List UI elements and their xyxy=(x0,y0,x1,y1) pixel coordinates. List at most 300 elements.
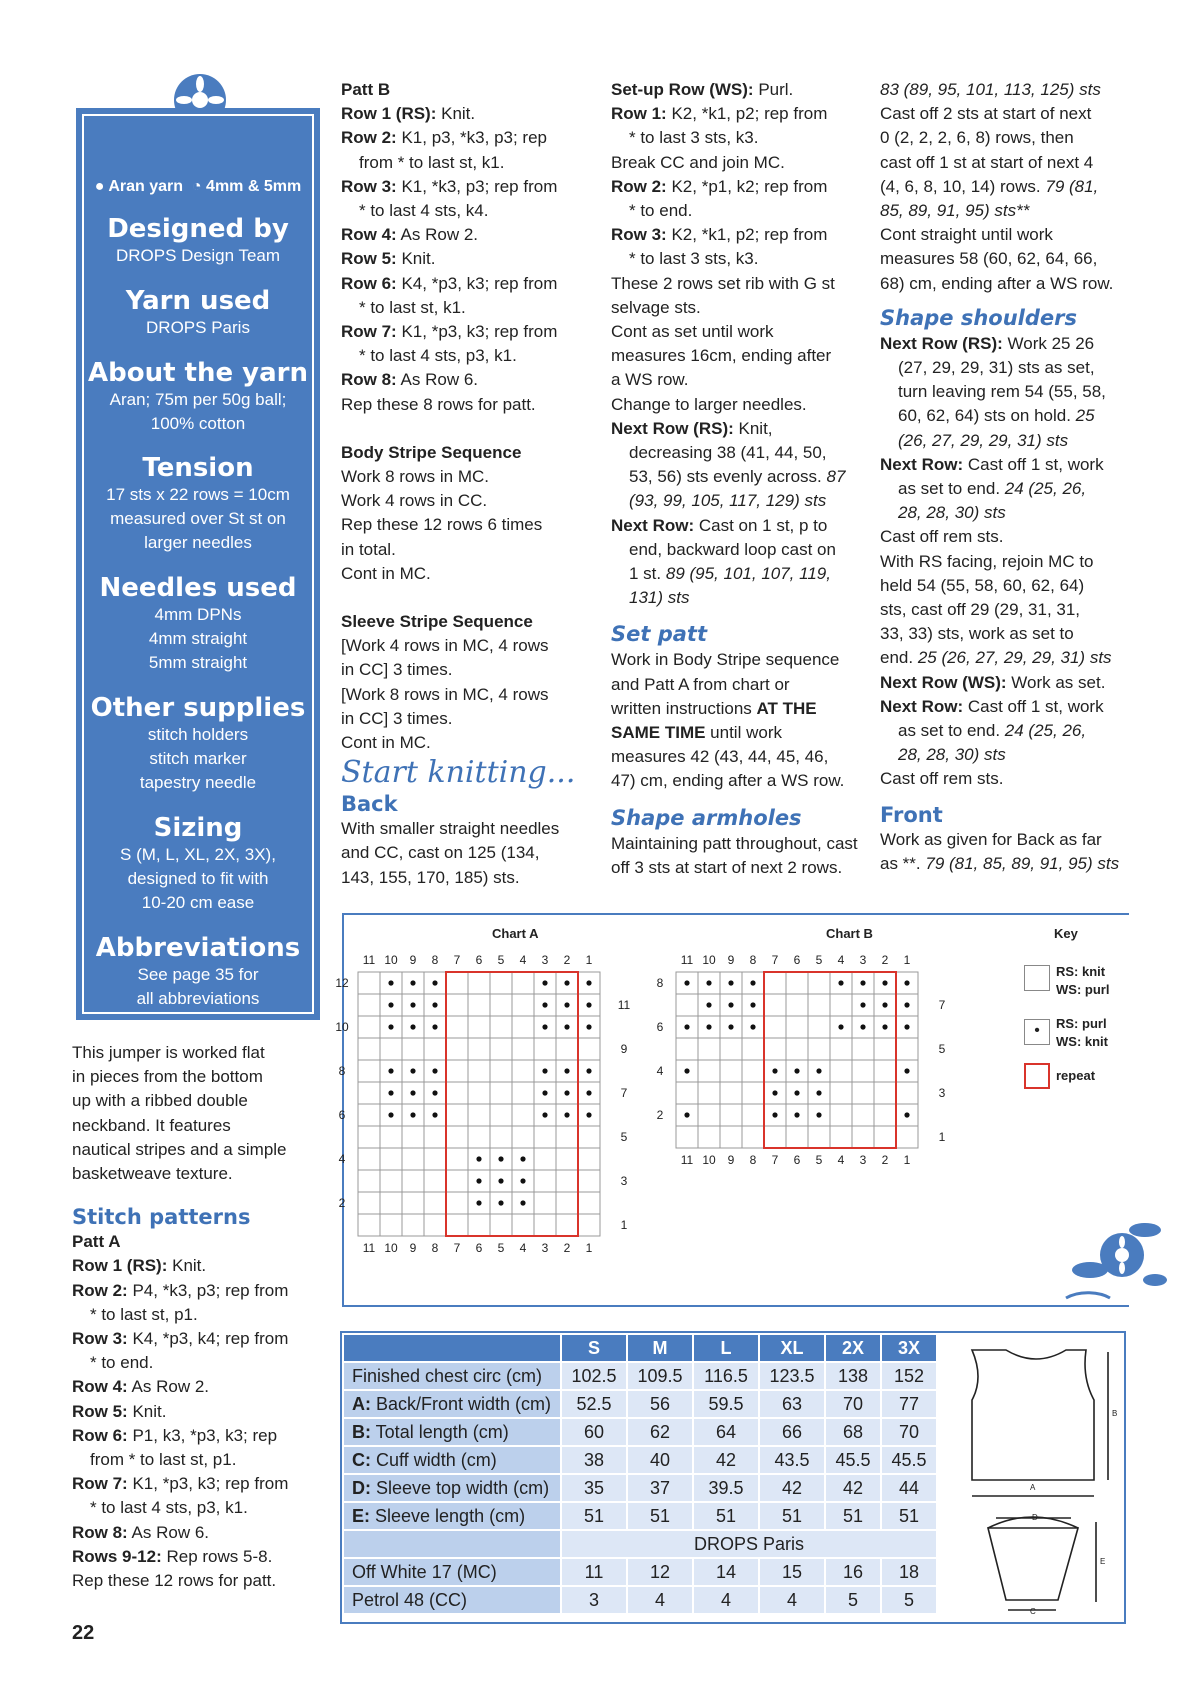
about-yarn-line: Aran; 75m per 50g ball; xyxy=(109,390,287,409)
next-row-cont: decreasing 38 (41, 44, 50, xyxy=(629,443,827,463)
chart-a-cell xyxy=(468,1104,490,1126)
pattern-row-label: Row 8: xyxy=(72,1522,128,1542)
measurement-value: 42 xyxy=(825,1474,881,1502)
yarn-header-blank xyxy=(343,1530,561,1558)
chart-a-purl-dot xyxy=(476,1200,481,1205)
next-row-label: Next Row (WS): xyxy=(880,672,1007,692)
chart-a-cell xyxy=(490,1060,512,1082)
chart-a-column-number: 11 xyxy=(362,953,376,967)
measurement-value: 152 xyxy=(881,1362,937,1390)
chart-a-cell xyxy=(512,1060,534,1082)
measurement-letter: B: xyxy=(352,1421,371,1442)
sleeve-schematic xyxy=(988,1528,1078,1600)
column-three xyxy=(611,78,873,880)
chart-a-column-number: 2 xyxy=(563,1241,571,1255)
chart-b-column-number: 11 xyxy=(680,953,694,967)
chart-a-cell xyxy=(446,1060,468,1082)
key-knit-rs: RS: knit xyxy=(1056,964,1106,979)
pattern-row-label: Row 6: xyxy=(72,1425,128,1445)
chart-b-cell xyxy=(874,1060,896,1082)
pattern-row-cont: * to last 4 sts, k4. xyxy=(359,201,489,221)
chart-a-cell xyxy=(402,1214,424,1236)
chart-a-purl-dot xyxy=(410,980,415,985)
stitch-count: 79 (81, 85, 89, 91, 95) sts xyxy=(925,853,1120,873)
chart-a-cell xyxy=(358,1148,380,1170)
chart-a-column-number: 4 xyxy=(519,1241,527,1255)
measurement-letter: E: xyxy=(352,1505,370,1526)
chart-b-column-number: 11 xyxy=(680,1153,694,1167)
chart-b-cell xyxy=(720,1082,742,1104)
needles-line: 4mm straight xyxy=(148,629,248,648)
chart-b-column-number: 2 xyxy=(881,1153,889,1167)
key-purl-ws: WS: knit xyxy=(1056,1034,1108,1049)
chart-b-column-number: 7 xyxy=(771,953,779,967)
chart-b-cell xyxy=(676,994,698,1016)
size-table xyxy=(342,1333,938,1615)
rib-row-text: K2, *k1, p2; rep from xyxy=(666,104,828,124)
chart-a-row-number: 11 xyxy=(617,998,631,1012)
chart-b-cell xyxy=(742,1126,764,1148)
yarn-row xyxy=(343,1586,937,1614)
chart-b-purl-dot xyxy=(904,1002,909,1007)
chart-a-purl-dot xyxy=(564,1112,569,1117)
stitch-count: 85, 89, 91, 95) sts** xyxy=(880,201,1030,221)
pattern-row-label: Row 8: xyxy=(341,370,397,390)
next-row-text: Cast off 1 st, work xyxy=(963,696,1104,716)
measurement-value: 56 xyxy=(627,1390,693,1418)
chart-a-cell xyxy=(556,1170,578,1192)
chart-b-cell xyxy=(786,1016,808,1038)
chart-a-cell xyxy=(512,1214,534,1236)
pattern-row xyxy=(72,1327,322,1351)
abbreviations-heading: Abbreviations xyxy=(95,933,301,963)
chart-a-cell xyxy=(534,1214,556,1236)
chart-a-purl-dot xyxy=(586,1112,591,1117)
chart-b-purl-dot xyxy=(794,1090,799,1095)
chart-a-purl-dot xyxy=(410,1090,415,1095)
chart-a-column-number: 10 xyxy=(384,953,398,967)
measurement-row xyxy=(343,1446,937,1474)
chart-b-cell xyxy=(874,1126,896,1148)
sleeve-stripe-title: Sleeve Stripe Sequence xyxy=(341,612,533,632)
about-yarn-heading: About the yarn xyxy=(87,358,309,388)
chart-b-cell xyxy=(720,1060,742,1082)
chart-a-cell xyxy=(578,1192,600,1214)
chart-a-purl-dot xyxy=(498,1200,503,1205)
chart-b-row-number: 3 xyxy=(938,1086,946,1100)
chart-b-purl-dot xyxy=(728,980,733,985)
pattern-row xyxy=(72,1424,322,1448)
chart-a-cell xyxy=(380,1192,402,1214)
patt-b-rows xyxy=(341,102,591,392)
measurement-text: Sleeve top width (cm) xyxy=(371,1477,550,1498)
shape-shoulders-heading: Shape shoulders xyxy=(880,305,1077,330)
measurement-label xyxy=(343,1474,561,1502)
chart-a-row-number: 1 xyxy=(620,1218,628,1232)
chart-a-cell xyxy=(358,1170,380,1192)
yarn-ball-icon: ● xyxy=(94,178,105,195)
chart-a-purl-dot xyxy=(542,1112,547,1117)
next-row-cont: turn leaving rem 54 (55, 58, xyxy=(898,382,1106,402)
supplies-block xyxy=(84,693,312,795)
measurement-value: 66 xyxy=(759,1418,825,1446)
chart-a-purl-dot xyxy=(586,1068,591,1073)
schematic-label-e: E xyxy=(1100,1557,1106,1566)
about-yarn-line: 100% cotton xyxy=(150,414,246,433)
chart-a-cell xyxy=(490,1082,512,1104)
yarn-quantity: 4 xyxy=(627,1586,693,1614)
chart-a-cell xyxy=(512,1016,534,1038)
instruction-line: Break CC and join MC. xyxy=(611,152,785,172)
chart-a-purl-dot xyxy=(564,1002,569,1007)
yarn-used-block xyxy=(84,286,312,340)
chart-a-cell xyxy=(490,972,512,994)
chart-b-purl-dot xyxy=(860,1024,865,1029)
pattern-row-label: Row 6: xyxy=(341,273,397,293)
measurement-value: 51 xyxy=(759,1502,825,1530)
page-number: 22 xyxy=(72,1622,95,1644)
designed-by-heading: Designed by xyxy=(107,214,289,244)
measurement-value: 37 xyxy=(627,1474,693,1502)
chart-a-cell xyxy=(468,1082,490,1104)
chart-b-cell xyxy=(720,1104,742,1126)
chart-b-purl-dot xyxy=(882,1024,887,1029)
measurement-label xyxy=(343,1502,561,1530)
body-stripe-line: Work 4 rows in CC. xyxy=(341,491,488,511)
chart-a-cell xyxy=(380,1214,402,1236)
key-purl-rs: RS: purl xyxy=(1056,1016,1107,1031)
supplies-heading: Other supplies xyxy=(90,693,306,723)
chart-a-cell xyxy=(424,1038,446,1060)
yarn-quantity: 5 xyxy=(881,1586,937,1614)
needle-icon: ◔ xyxy=(191,178,202,195)
pattern-row-label: Row 7: xyxy=(72,1474,128,1494)
measurement-text: Sleeve length (cm) xyxy=(370,1505,526,1526)
chart-b-purl-dot xyxy=(728,1024,733,1029)
chart-a-cell xyxy=(512,994,534,1016)
measurement-value: 77 xyxy=(881,1390,937,1418)
instruction-line: Maintaining patt throughout, cast xyxy=(611,833,858,853)
abbreviations-line: all abbreviations xyxy=(136,989,260,1008)
chart-a-cell xyxy=(578,1170,600,1192)
chart-a-cell xyxy=(534,1148,556,1170)
pattern-row-text: K1, *k3, p3; rep from xyxy=(396,176,558,196)
chart-b-cell xyxy=(808,994,830,1016)
chart-a-column-number: 4 xyxy=(519,953,527,967)
chart-a-row-number: 12 xyxy=(335,976,349,990)
pattern-row-text: Knit. xyxy=(127,1401,167,1421)
yarn-label: Petrol 48 (CC) xyxy=(343,1586,561,1614)
chart-b-cell xyxy=(786,994,808,1016)
chart-b-purl-dot xyxy=(750,1002,755,1007)
stitch-count: 24 (25, 26, xyxy=(1004,721,1087,741)
chart-a-cell xyxy=(380,1038,402,1060)
chart-b-column-number: 4 xyxy=(837,953,845,967)
chart-a-column-number: 6 xyxy=(475,1241,483,1255)
pattern-row-text: As Row 6. xyxy=(127,1522,209,1542)
knitting-charts xyxy=(335,940,1122,1310)
measurement-value: 60 xyxy=(561,1418,627,1446)
pattern-row xyxy=(72,1254,322,1278)
measurement-value: 116.5 xyxy=(693,1362,759,1390)
chart-b-cell xyxy=(874,1038,896,1060)
pattern-row xyxy=(72,1375,322,1399)
chart-a-cell xyxy=(380,1148,402,1170)
key-knit-swatch xyxy=(1024,965,1050,991)
shape-armholes-heading: Shape armholes xyxy=(611,805,802,830)
yarn-quantity: 3 xyxy=(561,1586,627,1614)
chart-a-cell xyxy=(424,1192,446,1214)
chart-a-column-number: 2 xyxy=(563,953,571,967)
chart-a-cell xyxy=(446,1148,468,1170)
chart-a-purl-dot xyxy=(432,980,437,985)
yarn-quantity: 18 xyxy=(881,1558,937,1586)
chart-b-column-number: 4 xyxy=(837,1153,845,1167)
chart-b-row-number: 1 xyxy=(938,1130,946,1144)
next-row-text: Cast off 1 st, work xyxy=(963,454,1104,474)
measurement-value: 39.5 xyxy=(693,1474,759,1502)
measurement-text: Cuff width (cm) xyxy=(371,1449,497,1470)
chart-b-purl-dot xyxy=(706,1024,711,1029)
pattern-row xyxy=(72,1472,322,1496)
chart-b-cell xyxy=(720,1126,742,1148)
instruction-line: Work as given for Back as far xyxy=(880,829,1102,849)
chart-b-purl-dot xyxy=(706,1002,711,1007)
body-stripe-line: Cont in MC. xyxy=(341,563,431,583)
chart-a-purl-dot xyxy=(476,1178,481,1183)
chart-a-column-number: 5 xyxy=(497,1241,505,1255)
chart-b-cell xyxy=(896,1126,918,1148)
pattern-row-text: Knit. xyxy=(396,249,436,269)
pattern-row-cont: * to last 4 sts, p3, k1. xyxy=(359,346,517,366)
next-row-label: Next Row (RS): xyxy=(611,418,734,438)
measurement-text: Total length (cm) xyxy=(371,1421,509,1442)
chart-a-cell xyxy=(402,1148,424,1170)
next-row-label: Next Row: xyxy=(880,696,964,716)
intro-line: in pieces from the bottom xyxy=(72,1067,263,1087)
chart-b-purl-dot xyxy=(882,1002,887,1007)
rib-row-cont: * to last 3 sts, k3. xyxy=(629,249,759,269)
measurement-value: 45.5 xyxy=(881,1446,937,1474)
measurement-value: 51 xyxy=(627,1502,693,1530)
measurement-value: 51 xyxy=(825,1502,881,1530)
pattern-row-label: Row 4: xyxy=(72,1377,128,1397)
chart-b-column-number: 1 xyxy=(903,953,911,967)
measurement-value: 64 xyxy=(693,1418,759,1446)
chart-a-cell xyxy=(424,1214,446,1236)
measurement-value: 51 xyxy=(693,1502,759,1530)
chart-b-column-number: 5 xyxy=(815,1153,823,1167)
intro-column xyxy=(72,1041,322,1593)
chart-a-column-number: 3 xyxy=(541,1241,549,1255)
chart-a-purl-dot xyxy=(432,1002,437,1007)
next-row-cont: 60, 62, 64) sts on hold. xyxy=(898,406,1076,426)
instruction-line: and Patt A from chart or xyxy=(611,674,790,694)
measurement-value: 43.5 xyxy=(759,1446,825,1474)
chart-b-cell xyxy=(698,1060,720,1082)
size-header: 2X xyxy=(825,1334,881,1362)
chart-b-cell xyxy=(874,1082,896,1104)
chart-a-row-number: 3 xyxy=(620,1174,628,1188)
chart-b-title: Chart B xyxy=(826,926,873,941)
chart-a-purl-dot xyxy=(476,1156,481,1161)
chart-b-cell xyxy=(808,972,830,994)
pattern-row-text: K1, *p3, k3; rep from xyxy=(396,322,558,342)
stitch-count: (26, 27, 29, 29, 31) sts xyxy=(898,430,1069,450)
sizing-heading: Sizing xyxy=(153,813,243,843)
chart-a-purl-dot xyxy=(388,1090,393,1095)
stitch-count: 25 (26, 27, 29, 29, 31) sts xyxy=(917,648,1112,668)
next-row-cont: end, backward loop cast on xyxy=(629,539,836,559)
pattern-row-label: Row 7: xyxy=(341,322,397,342)
chart-a-cell xyxy=(490,1016,512,1038)
chart-a-purl-dot xyxy=(564,1090,569,1095)
stitch-count: 24 (25, 26, xyxy=(1004,479,1087,499)
chart-a-column-number: 10 xyxy=(384,1241,398,1255)
chart-a-cell xyxy=(468,994,490,1016)
needle-sizes: 4mm & 5mm xyxy=(206,178,302,195)
chart-b-cell xyxy=(830,1104,852,1126)
chart-a-cell xyxy=(512,1126,534,1148)
pattern-row-text: K4, *p3, k4; rep from xyxy=(127,1329,289,1349)
measurement-label xyxy=(343,1418,561,1446)
intro-line: basketweave texture. xyxy=(72,1164,233,1184)
key-knit-label xyxy=(1056,963,1109,999)
pattern-row-label: Row 3: xyxy=(341,176,397,196)
yarn-quantity: 4 xyxy=(759,1586,825,1614)
chart-a-purl-dot xyxy=(388,1112,393,1117)
chart-b-row-number: 8 xyxy=(656,976,664,990)
instruction-line: off 3 sts at start of next 2 rows. xyxy=(611,857,843,877)
chart-b-cell xyxy=(852,1104,874,1126)
instruction-line: cast off 1 st at start of next 4 xyxy=(880,152,1094,172)
next-row-cont: 53, 56) sts evenly across. xyxy=(629,467,827,487)
chart-a-cell xyxy=(468,1214,490,1236)
chart-b-purl-dot xyxy=(838,1024,843,1029)
chart-a-cell xyxy=(358,972,380,994)
chart-b-purl-dot xyxy=(684,980,689,985)
chart-a-purl-dot xyxy=(586,1002,591,1007)
pattern-row-label: Row 4: xyxy=(341,225,397,245)
measurement-row xyxy=(343,1502,937,1530)
instruction-line: Cont as set until work xyxy=(611,322,774,342)
chart-a-cell xyxy=(446,1082,468,1104)
stitch-count: 28, 28, 30) sts xyxy=(898,745,1006,765)
pattern-row-label: Row 5: xyxy=(72,1401,128,1421)
chart-a-cell xyxy=(512,972,534,994)
chart-a-title: Chart A xyxy=(492,926,539,941)
yarn-quantity: 15 xyxy=(759,1558,825,1586)
needles-line: 4mm DPNs xyxy=(154,605,242,624)
needles-line: 5mm straight xyxy=(148,653,248,672)
chart-a-cell xyxy=(468,1038,490,1060)
key-purl-label xyxy=(1056,1015,1108,1051)
size-table-header xyxy=(343,1334,937,1362)
chart-b-cell xyxy=(808,1038,830,1060)
chart-b-purl-dot xyxy=(684,1024,689,1029)
patt-a-title: Patt A xyxy=(72,1232,121,1252)
rib-row-text: K2, *p1, k2; rep from xyxy=(666,176,828,196)
chart-b-purl-dot xyxy=(794,1112,799,1117)
instruction-line: Cast off 2 sts at start of next xyxy=(880,104,1092,124)
chart-b-purl-dot xyxy=(684,1068,689,1073)
abbreviations-line: See page 35 for xyxy=(137,965,259,984)
chart-a-cell xyxy=(446,1016,468,1038)
instruction-line: 68) cm, ending after a WS row. xyxy=(880,273,1114,293)
back-line: With smaller straight needles xyxy=(341,819,560,839)
chart-a-purl-dot xyxy=(410,1112,415,1117)
chart-a-purl-dot xyxy=(564,1068,569,1073)
pattern-row-cont: from * to last st, k1. xyxy=(359,152,505,172)
supplies-line: stitch marker xyxy=(149,749,247,768)
measurement-label xyxy=(343,1446,561,1474)
chart-a-cell xyxy=(402,1170,424,1192)
chart-b-row-number: 7 xyxy=(938,998,946,1012)
chart-a-purl-dot xyxy=(520,1200,525,1205)
chart-a-row-number: 8 xyxy=(338,1064,346,1078)
yarn-type: Aran yarn xyxy=(108,178,184,195)
schematic-label-c: C xyxy=(1030,1607,1036,1616)
yarn-quantity: 4 xyxy=(693,1586,759,1614)
chart-a-row-number: 9 xyxy=(620,1042,628,1056)
chart-a-column-number: 1 xyxy=(585,953,593,967)
chart-b-cell xyxy=(830,1082,852,1104)
chart-a-cell xyxy=(534,1170,556,1192)
yarn-quantity: 14 xyxy=(693,1558,759,1586)
pattern-row-label: Row 2: xyxy=(341,128,397,148)
chart-b-cell xyxy=(764,1038,786,1060)
measurement-row xyxy=(343,1418,937,1446)
yarn-needle-row xyxy=(84,178,312,196)
front-heading: Front xyxy=(880,802,943,827)
chart-b-column-number: 8 xyxy=(749,953,757,967)
chart-a-column-number: 7 xyxy=(453,1241,461,1255)
chart-a-purl-dot xyxy=(586,980,591,985)
chart-a-column-number: 9 xyxy=(409,1241,417,1255)
chart-a-cell xyxy=(468,1060,490,1082)
pattern-row-text: K1, *p3, k3; rep from xyxy=(127,1474,289,1494)
chart-a-column-number: 5 xyxy=(497,953,505,967)
chart-a-cell xyxy=(534,1126,556,1148)
yarn-quantity: 16 xyxy=(825,1558,881,1586)
pattern-row xyxy=(341,272,591,296)
chart-a-purl-dot xyxy=(520,1178,525,1183)
chart-b-cell xyxy=(720,1038,742,1060)
supplies-line: stitch holders xyxy=(147,725,249,744)
measurement-label xyxy=(343,1362,561,1390)
chart-a-cell xyxy=(512,1104,534,1126)
chart-a-purl-dot xyxy=(432,1090,437,1095)
needles-heading: Needles used xyxy=(99,573,297,603)
pattern-row-cont: * to end. xyxy=(90,1353,154,1373)
chart-a-purl-dot xyxy=(542,1090,547,1095)
chart-a-purl-dot xyxy=(542,980,547,985)
chart-a-cell xyxy=(358,1126,380,1148)
measurement-letter: D: xyxy=(352,1477,371,1498)
chart-b-purl-dot xyxy=(904,980,909,985)
chart-a-cell xyxy=(534,1192,556,1214)
chart-a-purl-dot xyxy=(388,1024,393,1029)
chart-b-cell xyxy=(742,1038,764,1060)
sizing-line: designed to fit with xyxy=(127,869,269,888)
measurement-value: 70 xyxy=(881,1418,937,1446)
chart-a-cell xyxy=(358,1192,380,1214)
measurement-value: 42 xyxy=(759,1474,825,1502)
chart-b-cell xyxy=(786,1126,808,1148)
pattern-row-text: As Row 2. xyxy=(396,225,478,245)
pattern-row-cont: * to last 4 sts, p3, k1. xyxy=(90,1498,248,1518)
measurement-value: 42 xyxy=(693,1446,759,1474)
